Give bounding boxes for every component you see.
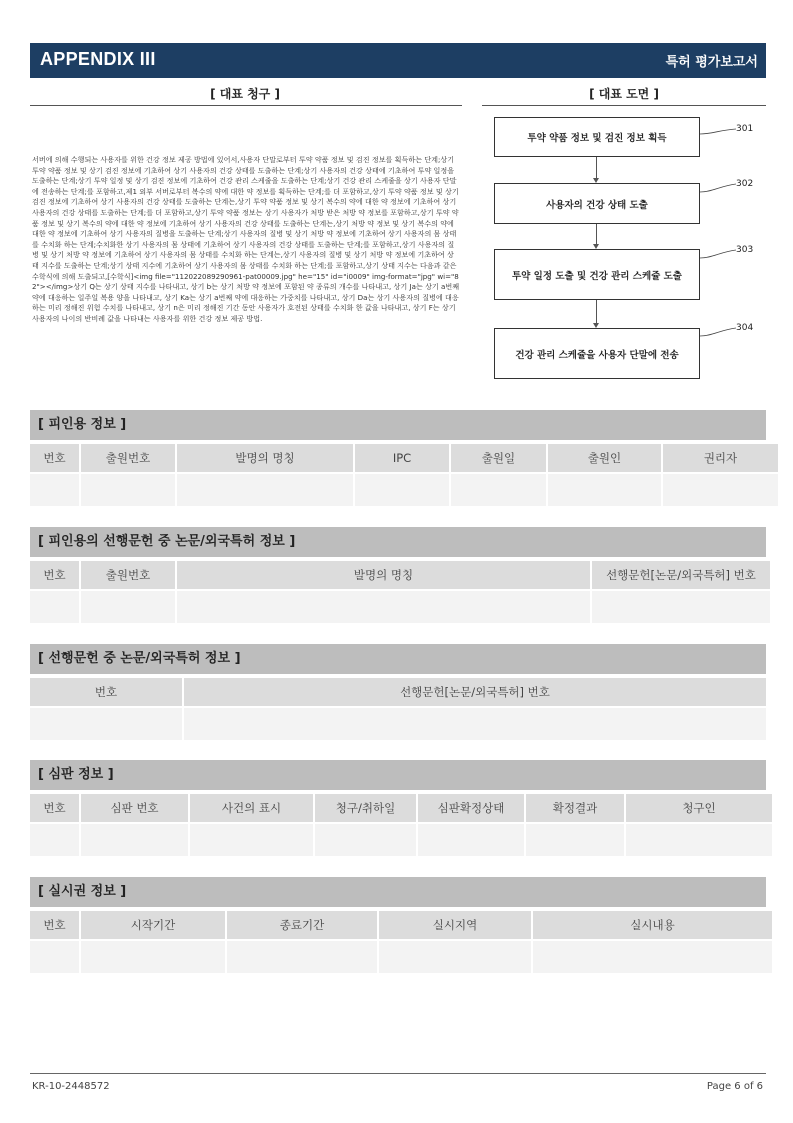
- column-header: 청구/취하일: [315, 794, 416, 822]
- cited-info-title: [ 피인용 정보 ]: [30, 410, 766, 440]
- flow-arrow: [596, 300, 597, 323]
- table-cell: [533, 939, 772, 973]
- column-header: 권리자: [663, 444, 778, 472]
- column-header: 번호: [30, 561, 79, 589]
- license-info-title: [ 실시권 정보 ]: [30, 877, 766, 907]
- document-id: KR-10-2448572: [32, 1081, 110, 1092]
- table-cell: [177, 589, 590, 623]
- appendix-title: APPENDIX III: [40, 49, 156, 69]
- leader-line-304: [700, 328, 736, 336]
- column-header: 출원일: [451, 444, 546, 472]
- table-cell: [30, 822, 79, 856]
- trial-info-title: [ 심판 정보 ]: [30, 760, 766, 790]
- cited-prior-art-title: [ 피인용의 선행문헌 중 논문/외국특허 정보 ]: [30, 527, 766, 557]
- column-header: IPC: [355, 444, 449, 472]
- table-header-row: [30, 911, 772, 939]
- column-header: 선행문헌[논문/외국특허] 번호: [592, 561, 770, 589]
- column-header: 출원번호: [81, 561, 175, 589]
- table-cell: [81, 939, 225, 973]
- flow-step-304: [494, 328, 700, 379]
- table-row: [30, 472, 778, 506]
- flow-step-label: 건강 관리 스케쥴을 사용자 단말에 전송: [515, 349, 679, 361]
- leader-line-302: [700, 184, 736, 192]
- claim-heading: [ 대표 청구 ]: [210, 87, 280, 101]
- column-header: 확정결과: [526, 794, 624, 822]
- table-cell: [190, 822, 313, 856]
- table-header-row: [30, 561, 770, 589]
- leader-line-303: [700, 250, 736, 258]
- table-cell: [30, 706, 182, 740]
- flow-step-label: 사용자의 건강 상태 도출: [546, 199, 648, 211]
- cited-info-table: [28, 444, 780, 506]
- footer-divider: [30, 1073, 766, 1074]
- step-number-304: 304: [736, 323, 754, 333]
- table-cell: [30, 939, 79, 973]
- prior-art-title: [ 선행문헌 중 논문/외국특허 정보 ]: [30, 644, 766, 674]
- table-cell: [451, 472, 546, 506]
- table-cell: [626, 822, 772, 856]
- table-cell: [227, 939, 377, 973]
- table-cell: [548, 472, 661, 506]
- column-header: 번호: [30, 444, 79, 472]
- flow-step-label: 투약 일정 도출 및 건강 관리 스케쥴 도출: [512, 270, 682, 282]
- prior-art-table: [28, 678, 768, 740]
- claim-text: 서버에 의해 수행되는 사용자를 위한 건강 정보 제공 방법에 있어서,사용자 단말로부터 투약 약품 정보 및 검진 정보를 획득하는 단계;상기 투약 약품 정보 및 상기 검진 정보에 기초하여 상기 사용자의 건강 상태를 도출하는 단계;상기 사용자의 건강 상태에 기초하여 투약 일정을 도출하는 단계;상기 투약 일정 및 상기 검진 정보에 기초하여 건강 관리 스케줄을 도출하는 단계;상기 건강 관리 스케줄을 상기 사용자 단말에 전송하는 단계;를 포함하고,제1 외부 서버로부터 복수의 약에 대한 약 정보를 획득하는 단계;를 더 포함하고,상기 투약 약품 정보 및 상기 검진 정보에 기초하여 상기 사용자의 건강 상태를 도출하는 단계는,상기 투약 약품 정보 및 상기 복수의 약에 대한 약 정보에 기초하여 상기 사용자의 건강 상태를 도출하는 단계;를 더 포함하고,상기 투약 약품 정보는 상기 사용자가 처방 받은 처방 약 정보를 포함하고,상기 투약 약품 정보 및 상기 복수의 약에 대한 약 정보에 기초하여 상기 사용자의 건강 상태를 도출하는 단계는,상기 처방 약 정보 및 상기 복수의 약에 대한 약 정보에 기초하여 상기 사용자의 질병을 도출하는 단계;상기 사용자의 질병 및 상기 처방 약 정보에 기초하여 상기 사용자의 몸 상태를 수치화 하는 단계;수치화한 상기 사용자의 몸 상태에 기초하여 상기 사용자의 건강 상태를 도출하는 단계;를 포함하고,상기 사용자의 질병 및 상기 처방 약 정보에 기초하여 상기 사용자의 몸 상태를 수치화 하는 단계는,상기 사용자의 질병 및 상기 처방 약 정보에 기초하여 상태 지수를 도출하는 단계;상기 상태 지수에 기초하여 상기 사용자의 몸 상태를 수치화 하는 단계;를 포함하고,상기 상태 지수는 다음과 같은 수학식에 의해 도출되고,[수학식]<img file="112022089290961-pat00009.jpg" he="15" id="i0009" img-format="jpg" wi="82"></img>상기 Q는 상기 상태 지수를 나타내고, 상기 b는 상기 처방 약 정보에 포함된 약 종류의 개수를 나타내고, 상기 Ja는 상기 a번째 약에 대응하는 일주일 복용 양을 나타내고, 상기 Ka는 상기 a번째 약에 대응하는 가중치를 나타내고, 상기 Da는 상기 사용자의 질병에 대응하는 미리 정해진 위험 수치를 나타내고, 상기 n은 미리 정해진 기간 동안 사용자가 호전된 상태를 수치화 한 값을 나타내고, 상기 F는 상기 사용자의 나이의 반비례 값을 나타내는 사용자를 위한 건강 정보 제공 방법.: [32, 155, 460, 323]
- table-header-row: [30, 794, 772, 822]
- flow-arrow: [596, 157, 597, 178]
- table-cell: [379, 939, 531, 973]
- column-header: 실시내용: [533, 911, 772, 939]
- table-cell: [81, 589, 175, 623]
- license-info-table: [28, 911, 774, 973]
- table-cell: [315, 822, 416, 856]
- column-header: 사건의 표시: [190, 794, 313, 822]
- flow-arrow: [596, 224, 597, 244]
- flow-step-301: [494, 117, 700, 157]
- table-cell: [355, 472, 449, 506]
- table-cell: [592, 589, 770, 623]
- column-header: 번호: [30, 794, 79, 822]
- table-cell: [418, 822, 524, 856]
- column-header: 번호: [30, 911, 79, 939]
- column-header: 발명의 명칭: [177, 561, 590, 589]
- cited-prior-art-table: [28, 561, 772, 623]
- flow-step-label: 투약 약품 정보 및 검진 정보 획득: [527, 133, 667, 144]
- step-number-301: 301: [736, 124, 754, 134]
- trial-info-table: [28, 794, 774, 856]
- drawing-divider: [482, 105, 766, 106]
- step-number-302: 302: [736, 179, 754, 189]
- table-cell: [30, 589, 79, 623]
- report-type: 특허 평가보고서: [665, 55, 758, 70]
- column-header: 청구인: [626, 794, 772, 822]
- table-cell: [30, 472, 79, 506]
- column-header: 시작기간: [81, 911, 225, 939]
- header-bar: [30, 43, 766, 78]
- column-header: 출원번호: [81, 444, 175, 472]
- table-header-row: [30, 678, 766, 706]
- column-header: 심판 번호: [81, 794, 188, 822]
- table-cell: [177, 472, 353, 506]
- table-row: [30, 706, 766, 740]
- column-header: 출원인: [548, 444, 661, 472]
- column-header: 종료기간: [227, 911, 377, 939]
- drawing-heading: [ 대표 도면 ]: [589, 87, 659, 101]
- flow-step-303: [494, 249, 700, 300]
- table-row: [30, 822, 772, 856]
- table-cell: [526, 822, 624, 856]
- table-header-row: [30, 444, 778, 472]
- step-number-303: 303: [736, 245, 754, 255]
- table-cell: [184, 706, 766, 740]
- table-cell: [81, 822, 188, 856]
- leader-lines: [700, 120, 740, 350]
- table-cell: [663, 472, 778, 506]
- column-header: 번호: [30, 678, 182, 706]
- table-row: [30, 589, 770, 623]
- claim-divider: [30, 105, 462, 106]
- flow-step-302: [494, 183, 700, 224]
- column-header: 발명의 명칭: [177, 444, 353, 472]
- column-header: 심판확정상태: [418, 794, 524, 822]
- table-cell: [81, 472, 175, 506]
- column-header: 실시지역: [379, 911, 531, 939]
- table-row: [30, 939, 772, 973]
- page-number: Page 6 of 6: [706, 1081, 763, 1092]
- column-header: 선행문헌[논문/외국특허] 번호: [184, 678, 766, 706]
- leader-line-301: [700, 129, 736, 134]
